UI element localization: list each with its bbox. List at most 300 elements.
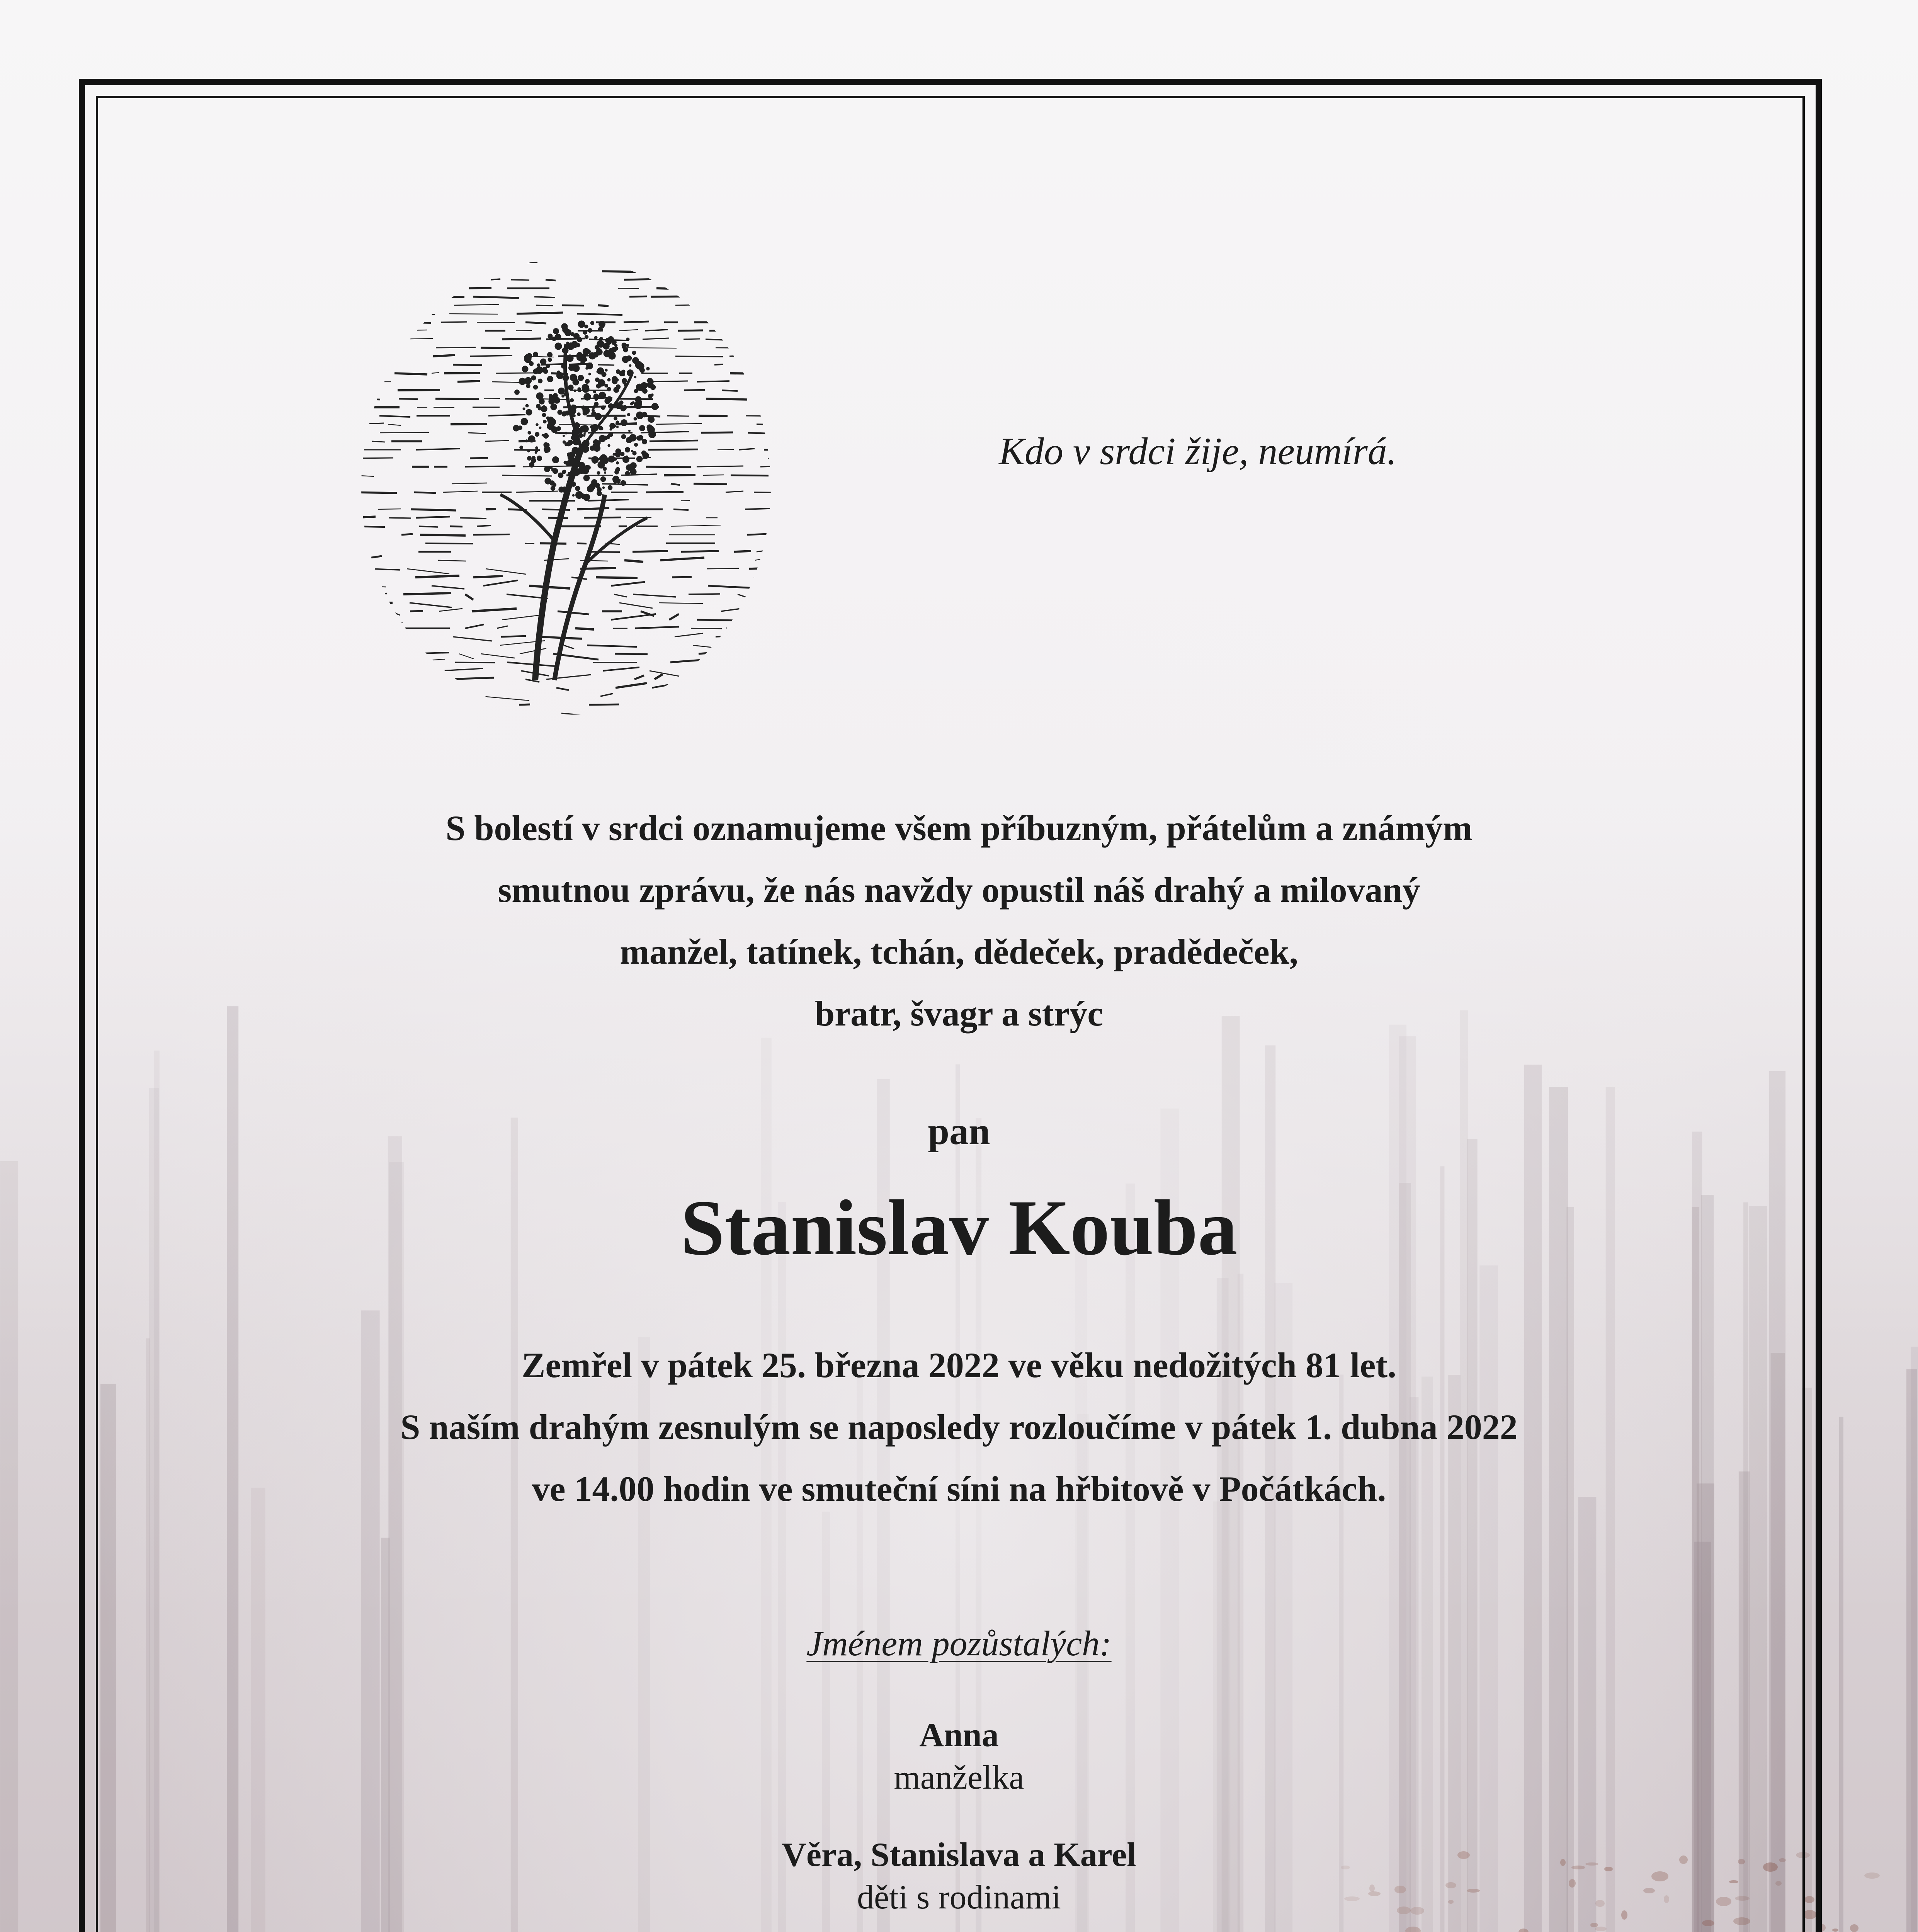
foliage-dot <box>635 400 642 406</box>
foliage-dot <box>568 475 575 481</box>
engraving-hatch-line <box>374 620 403 623</box>
engraving-hatch-line <box>460 518 486 519</box>
foliage-dot <box>614 417 617 420</box>
foliage-dot <box>593 394 599 400</box>
foliage-dot <box>616 369 621 374</box>
foliage-dot <box>621 434 626 439</box>
foliage-dot <box>568 384 573 390</box>
engraving-hatch-line <box>407 569 449 574</box>
foliage-dot <box>585 335 588 339</box>
foliage-dot <box>605 369 607 371</box>
engraving-hatch-line <box>370 569 400 570</box>
foliage-dot <box>648 417 655 423</box>
engraving-hatch-line <box>626 517 651 518</box>
foliage-dot <box>553 328 559 334</box>
engraving-hatch-line <box>589 704 619 705</box>
foliage-dot <box>537 363 540 367</box>
foliage-dot <box>585 325 588 328</box>
foliage-dot <box>533 385 538 389</box>
engraving-hatch-line <box>452 483 487 484</box>
engraving-hatch-line <box>764 679 779 680</box>
engraving-hatch-line <box>473 576 503 577</box>
engraving-hatch-line <box>730 373 757 374</box>
foliage-dot <box>593 461 596 464</box>
foliage-dot <box>594 402 599 406</box>
engraving-hatch-line <box>380 432 429 433</box>
engraving-hatch-line <box>438 560 466 561</box>
foliage-dot <box>527 431 531 434</box>
engraving-hatch-line <box>433 355 455 356</box>
engraving-hatch-line <box>760 330 774 331</box>
foliage-dot <box>528 435 536 443</box>
engraving-hatch-line <box>760 665 779 671</box>
engraving-hatch-line <box>757 551 765 552</box>
foliage-dot <box>588 328 592 333</box>
foliage-dot <box>636 456 643 463</box>
foliage-dot <box>590 365 593 368</box>
engraving-hatch-line <box>598 305 609 306</box>
engraving-hatch-line <box>354 688 397 690</box>
foliage-dot <box>564 393 567 396</box>
engraving-hatch-line <box>643 338 669 339</box>
foliage-dot <box>539 398 544 404</box>
engraving-hatch-line <box>414 492 436 493</box>
engraving-hatch-line <box>734 691 779 696</box>
engraving-hatch-line <box>602 271 645 272</box>
engraving-hatch-line <box>773 611 779 612</box>
survivor-name: Věra, Stanislava a Karel <box>782 1836 1136 1874</box>
engraving-hatch-line <box>584 517 621 518</box>
foliage-dot <box>565 461 571 466</box>
foliage-dot <box>593 445 600 452</box>
engraving-hatch-line <box>410 603 452 607</box>
foliage-dot <box>571 481 576 487</box>
foliage-dot <box>616 467 620 472</box>
engraving-hatch-line <box>517 313 563 314</box>
engraving-hatch-line <box>525 543 534 544</box>
foliage-dot <box>539 427 542 429</box>
foliage-dot <box>594 336 598 340</box>
foliage-dot <box>548 398 554 404</box>
foliage-dot <box>597 370 600 374</box>
foliage-dot <box>565 490 569 494</box>
engraving-hatch-line <box>660 558 704 560</box>
foliage-dot <box>573 414 576 417</box>
engraving-hatch-line <box>767 348 779 349</box>
foliage-dot <box>639 367 645 373</box>
details-line-2: S naším drahým zesnulým se naposledy rozloučíme v pátek 1. dubna 2022 <box>400 1407 1518 1447</box>
engraving-hatch-line <box>354 321 380 322</box>
foliage-dot <box>601 428 604 430</box>
engraving-hatch-line <box>403 593 451 594</box>
engraving-hatch-line <box>390 330 427 331</box>
engraving-hatch-line <box>596 577 638 578</box>
engraving-hatch-line <box>394 373 427 374</box>
engraving-hatch-line <box>354 696 386 699</box>
engraving-hatch-line <box>616 683 647 688</box>
foliage-dot <box>599 392 606 399</box>
foliage-dot <box>610 428 612 431</box>
foliage-dot <box>544 445 547 447</box>
foliage-dot <box>531 458 536 463</box>
engraving-hatch-line <box>525 322 546 323</box>
foliage-dot <box>525 377 532 384</box>
foliage-dot <box>583 393 591 400</box>
foliage-dot <box>578 321 585 328</box>
foliage-dot <box>583 330 587 335</box>
engraving-hatch-line <box>529 586 570 588</box>
foliage-dot <box>547 352 553 357</box>
engraving-hatch-line <box>716 636 734 637</box>
engraving-hatch-line <box>556 688 569 690</box>
foliage-dot <box>521 418 528 425</box>
foliage-dot <box>562 347 569 354</box>
engraving-hatch-line <box>439 609 462 611</box>
foliage-dot <box>593 390 596 393</box>
foliage-dot <box>646 367 650 370</box>
engraving-hatch-line <box>501 636 526 637</box>
engraving-hatch-line <box>354 526 385 527</box>
engraving-hatch-line <box>656 288 670 289</box>
foliage-dot <box>553 393 558 398</box>
engraving-hatch-line <box>457 381 480 382</box>
foliage-dot <box>625 471 630 476</box>
foliage-dot <box>575 486 580 491</box>
foliage-dot <box>582 445 589 453</box>
engraving-hatch-line <box>391 338 433 339</box>
foliage-dot <box>587 485 594 492</box>
engraving-hatch-line <box>758 399 779 400</box>
engraving-hatch-line <box>419 526 438 527</box>
engraving-hatch-line <box>481 654 515 658</box>
foliage-dot <box>527 449 530 452</box>
engraving-hatch-line <box>405 653 449 654</box>
foliage-dot <box>622 405 627 410</box>
foliage-dot <box>606 396 612 402</box>
engraving-hatch-line <box>675 633 703 637</box>
engraving-hatch-line <box>731 475 769 476</box>
engraving-hatch-line <box>465 594 473 600</box>
foliage-dot <box>608 403 614 409</box>
engraving-hatch-line <box>603 667 639 671</box>
foliage-dot <box>599 321 605 328</box>
foliage-dot <box>542 405 546 409</box>
engraving-hatch-line <box>692 280 736 281</box>
foliage-dot <box>570 374 577 381</box>
foliage-dot <box>581 405 585 410</box>
engraving-hatch-line <box>473 534 510 535</box>
engraving-hatch-line <box>354 330 373 331</box>
foliage-dot <box>565 411 570 416</box>
engraving-hatch-line <box>354 475 374 476</box>
engraving-hatch-line <box>354 556 382 560</box>
foliage-dot <box>580 426 586 432</box>
engraving-hatch-line <box>465 466 515 467</box>
foliage-dot <box>627 369 634 376</box>
engraving-hatch-line <box>707 568 739 569</box>
foliage-dot <box>608 352 616 359</box>
foliage-dot <box>582 496 585 499</box>
foliage-dot <box>647 426 655 434</box>
foliage-dot <box>550 403 557 410</box>
engraving-hatch-line <box>693 645 739 650</box>
engraving-hatch-line <box>611 582 645 586</box>
engraving-hatch-line <box>691 628 722 629</box>
engraving-hatch-line <box>711 313 736 314</box>
engraving-hatch-line <box>709 330 746 331</box>
engraving-hatch-line <box>432 372 439 373</box>
engraving-hatch-line <box>354 569 366 571</box>
engraving-hatch-line <box>675 356 723 357</box>
engraving-hatch-line <box>425 543 473 544</box>
engraving-hatch-line <box>673 509 689 510</box>
engraving-hatch-line <box>502 615 540 620</box>
foliage-dot <box>628 430 631 432</box>
foliage-dot <box>632 351 636 355</box>
engraving-hatch-line <box>716 699 745 705</box>
foliage-dot <box>522 366 529 372</box>
engraving-hatch-line <box>587 645 637 647</box>
engraving-hatch-line <box>459 654 474 659</box>
foliage-dot <box>632 357 639 364</box>
engraving-hatch-line <box>486 569 526 574</box>
foliage-dot <box>629 364 632 367</box>
foliage-dot <box>639 425 645 431</box>
engraving-hatch-line <box>416 449 460 450</box>
foliage-dot <box>600 476 606 482</box>
foliage-dot <box>636 364 641 369</box>
engraving-hatch-line <box>577 314 622 315</box>
engraving-hatch-line <box>354 705 374 710</box>
foliage-dot <box>608 336 614 342</box>
foliage-dot <box>535 432 539 437</box>
engraving-hatch-line <box>701 432 733 433</box>
survivors-heading-row <box>0 1623 1918 1664</box>
foliage-dot <box>562 470 566 474</box>
engraving-hatch-line <box>600 694 613 696</box>
foliage-dot <box>572 432 578 438</box>
foliage-dot <box>634 417 637 421</box>
engraving-hatch-line <box>760 466 779 467</box>
engraving-hatch-line <box>619 330 638 331</box>
engraving-hatch-line <box>769 296 779 297</box>
engraving-hatch-line <box>671 484 680 485</box>
engraving-hatch-line <box>744 645 779 650</box>
foliage-dot <box>577 337 582 342</box>
engraving-hatch-line <box>735 679 759 680</box>
engraving-hatch-line <box>441 668 483 671</box>
engraving-hatch-line <box>516 491 558 492</box>
engraving-hatch-line <box>675 304 724 305</box>
foliage-dot <box>583 475 590 481</box>
engraving-hatch-line <box>450 526 462 527</box>
foliage-dot <box>597 471 600 474</box>
foliage-dot <box>616 426 619 428</box>
engraving-hatch-line <box>758 271 779 272</box>
engraving-hatch-line <box>521 262 537 263</box>
engraving-hatch-line <box>436 347 476 348</box>
engraving-hatch-line <box>629 296 647 297</box>
engraving-hatch-line <box>699 650 744 654</box>
engraving-hatch-line <box>745 508 779 509</box>
foliage-dot <box>533 352 538 357</box>
engraving-hatch-line <box>394 692 430 696</box>
engraving-hatch-line <box>772 475 779 476</box>
foliage-dot <box>604 471 606 474</box>
engraving-hatch-line <box>726 491 743 492</box>
foliage-dot <box>524 354 531 361</box>
foliage-dot <box>588 373 591 376</box>
engraving-hatch-line <box>754 492 779 493</box>
engraving-hatch-line <box>650 440 698 441</box>
foliage-dot <box>543 433 549 439</box>
engraving-hatch-line <box>738 594 755 600</box>
engraving-hatch-line <box>354 517 376 518</box>
engraving-hatch-line <box>401 534 413 535</box>
foliage-dot <box>614 347 619 351</box>
foliage-dot <box>622 378 627 383</box>
engraving-hatch-line <box>561 713 610 717</box>
foliage-dot <box>608 485 613 490</box>
survivors-heading: Jménem pozůstalých: <box>806 1624 1112 1663</box>
foliage-dot <box>592 481 595 485</box>
engraving-hatch-line <box>473 297 519 298</box>
foliage-dot <box>565 329 571 336</box>
foliage-dot <box>616 461 619 464</box>
foliage-dot <box>557 371 561 374</box>
engraving-hatch-line <box>507 662 555 666</box>
engraving-hatch-line <box>650 671 679 676</box>
foliage-dot <box>565 432 568 435</box>
engraving-hatch-line <box>502 338 541 339</box>
foliage-dot <box>538 406 542 410</box>
foliage-dot <box>642 412 648 418</box>
engraving-hatch-line <box>445 678 494 679</box>
engraving-hatch-line <box>491 279 500 280</box>
engraving-hatch-line <box>562 305 584 306</box>
engraving-hatch-line <box>455 662 495 663</box>
engraving-hatch-line <box>497 626 508 628</box>
engraving-hatch-line <box>577 508 609 509</box>
engraving-hatch-line <box>702 694 728 696</box>
engraving-hatch-line <box>718 449 734 450</box>
foliage-dot <box>630 462 637 469</box>
engraving-hatch-line <box>411 509 456 510</box>
engraving-hatch-line <box>648 449 698 450</box>
engraving-hatch-line <box>534 297 555 298</box>
engraving-hatch-line <box>678 330 703 331</box>
engraving-hatch-line <box>772 407 779 408</box>
foliage-dot <box>522 407 525 410</box>
engraving-hatch-line <box>391 611 400 615</box>
foliage-dot <box>621 480 626 486</box>
foliage-dot <box>548 334 553 339</box>
engraving-hatch-line <box>354 628 374 630</box>
foliage-dot <box>589 352 596 360</box>
survivor-relation: manželka <box>894 1759 1024 1796</box>
foliage-dot <box>642 452 649 459</box>
engraving-hatch-line <box>453 637 492 641</box>
engraving-hatch-line <box>756 702 779 705</box>
engraving-hatch-line <box>485 262 506 263</box>
foliage-dot <box>549 394 553 398</box>
engraving-hatch-line <box>722 296 760 297</box>
foliage-dot <box>558 486 564 492</box>
foliage-dot <box>548 358 552 362</box>
engraving-hatch-line <box>468 433 486 434</box>
engraving-hatch-line <box>354 356 364 357</box>
engraving-hatch-line <box>697 620 742 621</box>
engraving-hatch-line <box>757 424 779 425</box>
engraving-hatch-line <box>577 543 587 544</box>
engraving-hatch-line <box>416 517 450 518</box>
engraving-hatch-line <box>714 364 723 365</box>
engraving-hatch-line <box>354 287 403 288</box>
engraving-hatch-line <box>564 645 574 649</box>
foliage-dot <box>549 480 554 485</box>
foliage-dot <box>593 439 599 445</box>
engraving-hatch-line <box>482 696 529 701</box>
motto: Kdo v srdci žije, neumírá. <box>999 430 1397 473</box>
engraving-hatch-line <box>432 586 464 589</box>
foliage-dot <box>566 354 573 362</box>
foliage-dot <box>624 383 627 386</box>
intro-line-2: smutnou zprávu, že nás navždy opustil náš drahý a milovaný <box>498 870 1420 910</box>
engraving-hatch-line <box>681 500 690 501</box>
foliage-dot <box>653 405 655 407</box>
engraving-hatch-line <box>670 659 712 662</box>
foliage-dot <box>621 370 626 374</box>
engraving-hatch-line <box>651 296 690 297</box>
engraving-hatch-line <box>520 648 546 654</box>
engraving-hatch-line <box>681 551 719 552</box>
engraving-hatch-line <box>749 567 779 569</box>
engraving-hatch-line <box>633 551 668 552</box>
foliage-dot <box>538 379 542 383</box>
engraving-hatch-line <box>722 390 738 391</box>
engraving-hatch-line <box>406 713 454 715</box>
foliage-dot <box>578 375 584 381</box>
engraving-hatch-line <box>669 614 679 620</box>
engraving-hatch-line <box>519 704 530 705</box>
foliage-dot <box>634 443 638 447</box>
engraving-hatch-line <box>655 674 663 679</box>
foliage-dot <box>591 411 597 417</box>
foliage-dot <box>565 442 568 446</box>
foliage-dot <box>537 456 542 461</box>
engraving-hatch-line <box>656 423 702 424</box>
engraving-hatch-line <box>386 705 417 710</box>
intro-line-1: S bolestí v srdci oznamujeme všem příbuzným, přátelům a známým <box>445 808 1473 848</box>
foliage-dot <box>570 398 574 402</box>
engraving-hatch-line <box>645 330 668 331</box>
foliage-dot <box>546 364 550 368</box>
intro-line-3: manžel, tatínek, tchán, dědeček, pradědeček, <box>620 932 1298 971</box>
foliage-dot <box>514 389 520 395</box>
engraving-hatch-line <box>614 594 627 597</box>
foliage-dot <box>613 387 619 393</box>
foliage-dot <box>614 457 617 461</box>
foliage-dot <box>547 417 554 423</box>
foliage-dot <box>575 491 583 499</box>
foliage-dot <box>622 343 627 348</box>
foliage-dot <box>597 340 604 347</box>
foliage-dot <box>527 456 532 461</box>
foliage-dot <box>613 453 616 456</box>
foliage-dot <box>634 376 636 378</box>
engraving-hatch-line <box>729 355 743 356</box>
foliage-dot <box>547 376 553 382</box>
